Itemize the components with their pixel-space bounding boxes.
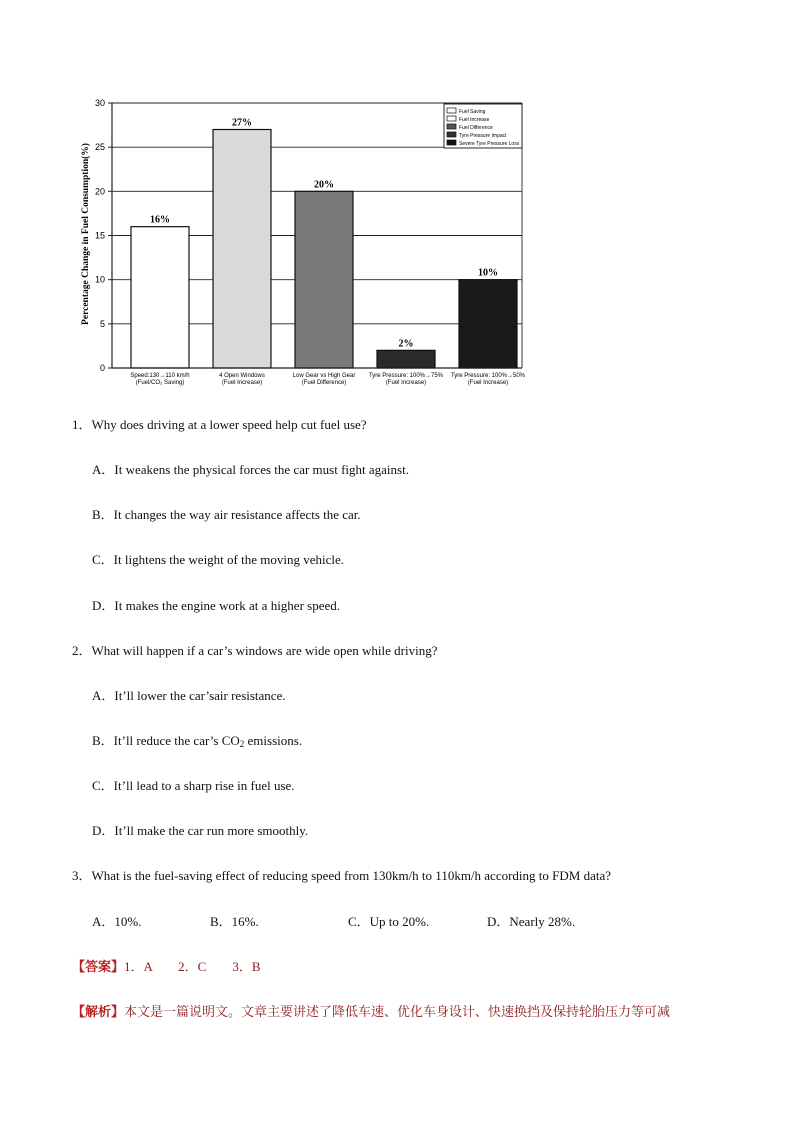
- x-category-label: 4 Open Windows: [219, 373, 265, 379]
- x-category-label: Tyre Pressure: 100%→50%: [450, 373, 526, 379]
- y-tick-label: 25: [94, 142, 105, 153]
- y-tick-label: 15: [94, 230, 105, 241]
- legend-entry: Tyre Pressure Impact: [459, 133, 507, 139]
- legend-entry: Fuel Increase: [459, 117, 490, 123]
- bar-data-label: 10%: [478, 267, 498, 279]
- bar-data-label: 27%: [232, 117, 252, 129]
- x-category-label: Tyre Pressure: 100%→75%: [368, 373, 444, 379]
- chart-y-axis-label: Percentage Change in Fuel Consumption(%): [81, 143, 91, 325]
- y-tick-label: 10: [94, 274, 105, 285]
- question-3-options: [92, 911, 712, 929]
- x-category-label: Low Gear vs High Gear: [292, 373, 356, 379]
- bar: [295, 191, 353, 368]
- chart-bars: [130, 118, 525, 387]
- legend-entry: Fuel Difference: [459, 125, 493, 131]
- y-tick-label: 30: [94, 98, 105, 108]
- legend-swatch: [447, 116, 456, 121]
- x-category-sublabel: (Fuel Difference): [301, 380, 347, 386]
- question-1-stem: 1．Why does driving at a lower speed help cut fuel use?: [72, 417, 367, 432]
- x-category-sublabel: (Fuel Increase): [221, 380, 263, 386]
- analysis-text: 本文是一篇说明文。文章主要讲述了降低车速、优化车身设计、快速换挡及保持轮胎压力等可减: [124, 1004, 671, 1019]
- co2-subscript: 2: [239, 739, 245, 749]
- bar-data-label: 16%: [150, 214, 170, 226]
- fuel-consumption-bar-chart: [70, 92, 540, 392]
- question-2-option-c[interactable]: C．It’ll lead to a sharp rise in fuel use.: [92, 778, 295, 793]
- bar: [131, 227, 189, 368]
- y-tick-label: 0: [99, 363, 105, 373]
- chart-legend: [444, 104, 522, 148]
- question-2-option-d[interactable]: D．It’ll make the car run more smoothly.: [92, 823, 309, 838]
- question-2-option-a[interactable]: A．It’ll lower the car’sair resistance.: [92, 688, 286, 703]
- answer-line: [72, 956, 261, 975]
- question-2-option-b[interactable]: [92, 730, 302, 749]
- legend-swatch: [447, 124, 456, 129]
- question-3-option-c[interactable]: C．Up to 20%.: [348, 914, 430, 929]
- bar-data-label: 20%: [314, 179, 334, 191]
- question-1-option-b[interactable]: B．It changes the way air resistance affects the car.: [92, 507, 361, 522]
- question-2-option-b-tail: emissions.: [244, 733, 303, 748]
- question-3-option-a[interactable]: A．10%.: [92, 914, 142, 929]
- question-3-option-d[interactable]: D．Nearly 28%.: [487, 914, 576, 929]
- x-category-sublabel: (Fuel Increase): [467, 380, 509, 386]
- analysis-tag: 【解析】: [72, 1004, 125, 1019]
- answer-tag: 【答案】: [72, 959, 125, 974]
- legend-entry: Severe Tyre Pressure Loss: [459, 141, 520, 147]
- legend-swatch: [447, 108, 456, 113]
- legend-swatch: [447, 132, 456, 137]
- question-3-option-b[interactable]: B．16%.: [210, 914, 259, 929]
- x-category-sublabel: (Fuel/CO₂ Saving): [135, 380, 185, 386]
- x-category-label: Speed:130→110 km/h: [130, 373, 190, 379]
- question-2-stem: 2．What will happen if a car’s windows are wide open while driving?: [72, 643, 438, 658]
- answer-text: 1．A 2．C 3．B: [124, 959, 261, 974]
- legend-entry: Fuel Saving: [459, 109, 486, 115]
- legend-swatch: [447, 140, 456, 145]
- question-1-option-c[interactable]: C．It lightens the weight of the moving vehicle.: [92, 552, 345, 567]
- question-3-stem: 3．What is the fuel-saving effect of reducing speed from 130km/h to 110km/h according to FDM data?: [72, 868, 611, 883]
- question-1-option-a[interactable]: A．It weakens the physical forces the car must fight against.: [92, 462, 409, 477]
- y-tick-label: 5: [99, 318, 105, 329]
- bar: [213, 130, 271, 369]
- x-category-sublabel: (Fuel Increase): [385, 380, 427, 386]
- question-1-option-d[interactable]: D．It makes the engine work at a higher speed.: [92, 598, 341, 613]
- question-2-option-b-text: B．It’ll reduce the car’s CO: [92, 733, 240, 748]
- y-tick-label: 20: [94, 186, 105, 197]
- bar-data-label: 2%: [398, 338, 414, 350]
- bar: [459, 280, 517, 368]
- bar: [377, 350, 435, 368]
- analysis-line: [72, 1001, 732, 1020]
